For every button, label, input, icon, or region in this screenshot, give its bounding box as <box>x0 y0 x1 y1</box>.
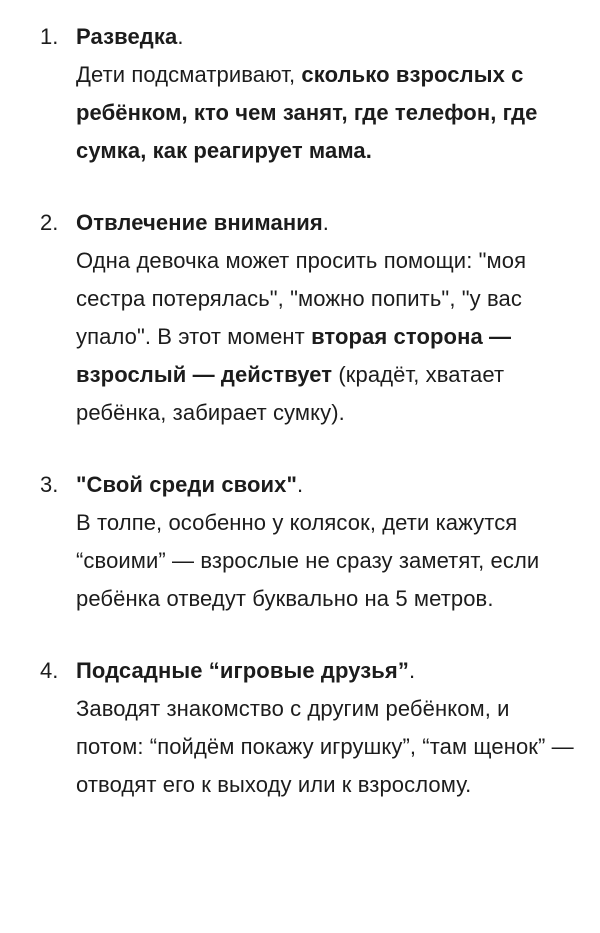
item-heading <box>76 18 576 56</box>
item-number: 3. <box>40 472 59 497</box>
item-content <box>76 466 576 618</box>
item-title-end: . <box>322 210 329 235</box>
item-number: 4. <box>40 658 59 683</box>
item-heading <box>76 204 576 242</box>
item-content <box>76 18 576 170</box>
item-number: 2. <box>40 210 59 235</box>
item-title: "Свой среди своих" <box>76 472 298 497</box>
item-text-continued: (крадёт, хватает ребёнка, забирает сумку). <box>76 362 505 425</box>
list-item-3 <box>40 466 576 618</box>
item-title-end: . <box>408 658 416 683</box>
item-heading <box>76 466 576 504</box>
item-bold-text: сколько взрослых с ребёнком, кто чем занят, где телефон, где сумка, как реагирует мама. <box>76 62 538 163</box>
item-title: Разведка <box>76 24 178 49</box>
item-title-end: . <box>297 472 304 497</box>
item-bold-text: вторая сторона — взрослый — действует <box>76 324 512 387</box>
item-body: В толпе, особенно у колясок, дети кажутся “своими” — взрослые не сразу заметят, если ребёнка отведут буквально на 5 метров. <box>76 510 540 611</box>
item-heading <box>76 652 576 690</box>
item-title: Подсадные “игровые друзья” <box>76 658 409 683</box>
list-item-1 <box>40 18 576 170</box>
item-body <box>76 242 576 432</box>
item-title: Отвлечение внимания <box>76 210 323 235</box>
item-text: Дети подсматривают, <box>76 62 302 87</box>
item-body: Заводят знакомство с другим ребёнком, и потом: “пойдём покажу игрушку”, “там щенок” — отводят его к выходу или к взрослому. <box>76 696 574 797</box>
item-text: Одна девочка может просить помощи: "моя сестра потерялась", "можно попить", "у вас упало". В этот момент <box>76 248 527 349</box>
item-number: 1. <box>40 24 59 49</box>
item-title-end: . <box>177 24 184 49</box>
list-item-2 <box>40 204 576 432</box>
item-content <box>76 652 576 804</box>
numbered-list <box>40 18 576 804</box>
item-content <box>76 204 576 432</box>
list-item-4 <box>40 652 576 804</box>
item-body <box>76 56 576 170</box>
